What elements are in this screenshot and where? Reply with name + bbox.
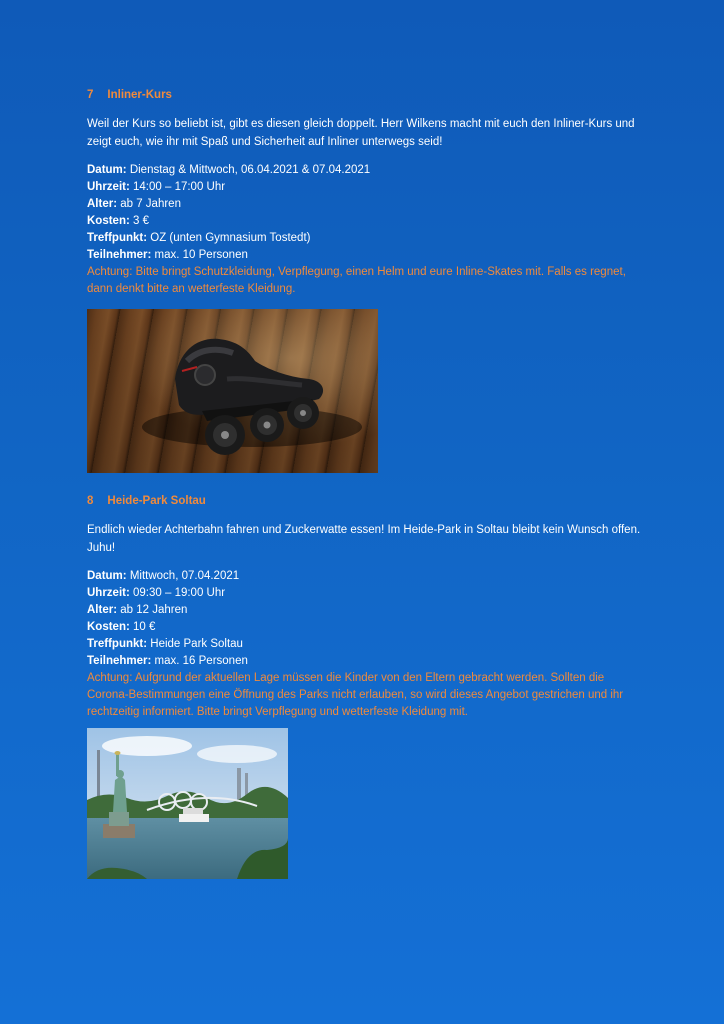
detail-cost: [87, 213, 647, 230]
detail-value: OZ (unten Gymnasium Tostedt): [147, 232, 311, 244]
detail-value: ab 12 Jahren: [117, 604, 188, 616]
detail-date: [87, 568, 647, 585]
detail-meeting-point: [87, 636, 647, 653]
detail-time: [87, 585, 647, 602]
detail-label: Treffpunkt:: [87, 638, 148, 650]
detail-list: [87, 568, 647, 721]
detail-label: Teilnehmer:: [87, 249, 152, 261]
detail-meeting-point: [87, 230, 647, 247]
detail-date: [87, 162, 647, 179]
detail-value: max. 16 Personen: [151, 655, 248, 667]
detail-participants: [87, 247, 647, 264]
detail-label: Alter:: [87, 604, 118, 616]
detail-value: Heide Park Soltau: [147, 638, 243, 650]
section-heading: [87, 88, 647, 102]
detail-value: 10 €: [129, 621, 156, 633]
section-intro: Endlich wieder Achterbahn fahren und Zuckerwatte essen! Im Heide-Park in Soltau bleibt kein Wunsch offen. Juhu!: [87, 524, 641, 554]
detail-label: Treffpunkt:: [87, 232, 148, 244]
detail-label: Datum:: [87, 570, 127, 582]
warning-note: Achtung: Bitte bringt Schutzkleidung, Verpflegung, einen Helm und eure Inline-Skates mit. Falls es regnet, dann denkt bitte an wetterfeste Kleidung.: [87, 266, 626, 295]
detail-value: max. 10 Personen: [151, 249, 248, 261]
detail-label: Alter:: [87, 198, 118, 210]
detail-label: Datum:: [87, 164, 127, 176]
detail-label: Uhrzeit:: [87, 587, 130, 599]
section-heading: [87, 494, 647, 508]
detail-label: Kosten:: [87, 215, 130, 227]
detail-age: [87, 196, 647, 213]
detail-value: ab 7 Jahren: [117, 198, 181, 210]
detail-label: Uhrzeit:: [87, 181, 130, 193]
section-title: Heide-Park Soltau: [107, 495, 206, 507]
heide-park-image: [87, 728, 288, 879]
detail-age: [87, 602, 647, 619]
detail-cost: [87, 619, 647, 636]
warning-note: Achtung: Aufgrund der aktuellen Lage müssen die Kinder von den Eltern gebracht werden. Sollten die Corona-Bestimmungen eine Öffnung des Parks nicht erlauben, so wird dieses Angebot gestrichen und ihr rechtzeitig informiert. Bitte bringt Verpflegung und wetterfeste Kleidung mit.: [87, 672, 624, 718]
detail-value: 09:30 – 19:00 Uhr: [129, 587, 226, 599]
inline-skate-photo: [87, 309, 378, 473]
detail-value: 14:00 – 17:00 Uhr: [129, 181, 226, 193]
inline-skate-image: [87, 309, 378, 473]
detail-label: Teilnehmer:: [87, 655, 152, 667]
section-title: Inliner-Kurs: [107, 89, 172, 101]
detail-label: Kosten:: [87, 621, 130, 633]
detail-value: Mittwoch, 07.04.2021: [126, 570, 240, 582]
heide-park-photo: [87, 728, 288, 879]
section-number: 8: [87, 495, 94, 507]
section-inliner-kurs: [87, 88, 647, 298]
section-number: 7: [87, 89, 94, 101]
detail-list: [87, 162, 647, 298]
section-heide-park: [87, 494, 647, 721]
detail-value: 3 €: [129, 215, 149, 227]
detail-time: [87, 179, 647, 196]
detail-value: Dienstag & Mittwoch, 06.04.2021 & 07.04.2021: [126, 164, 371, 176]
section-intro: Weil der Kurs so beliebt ist, gibt es diesen gleich doppelt. Herr Wilkens macht mit euch den Inliner-Kurs und zeigt euch, wie ihr mit Spaß und Sicherheit auf Inliner unterwegs seid!: [87, 118, 635, 148]
detail-participants: [87, 653, 647, 670]
